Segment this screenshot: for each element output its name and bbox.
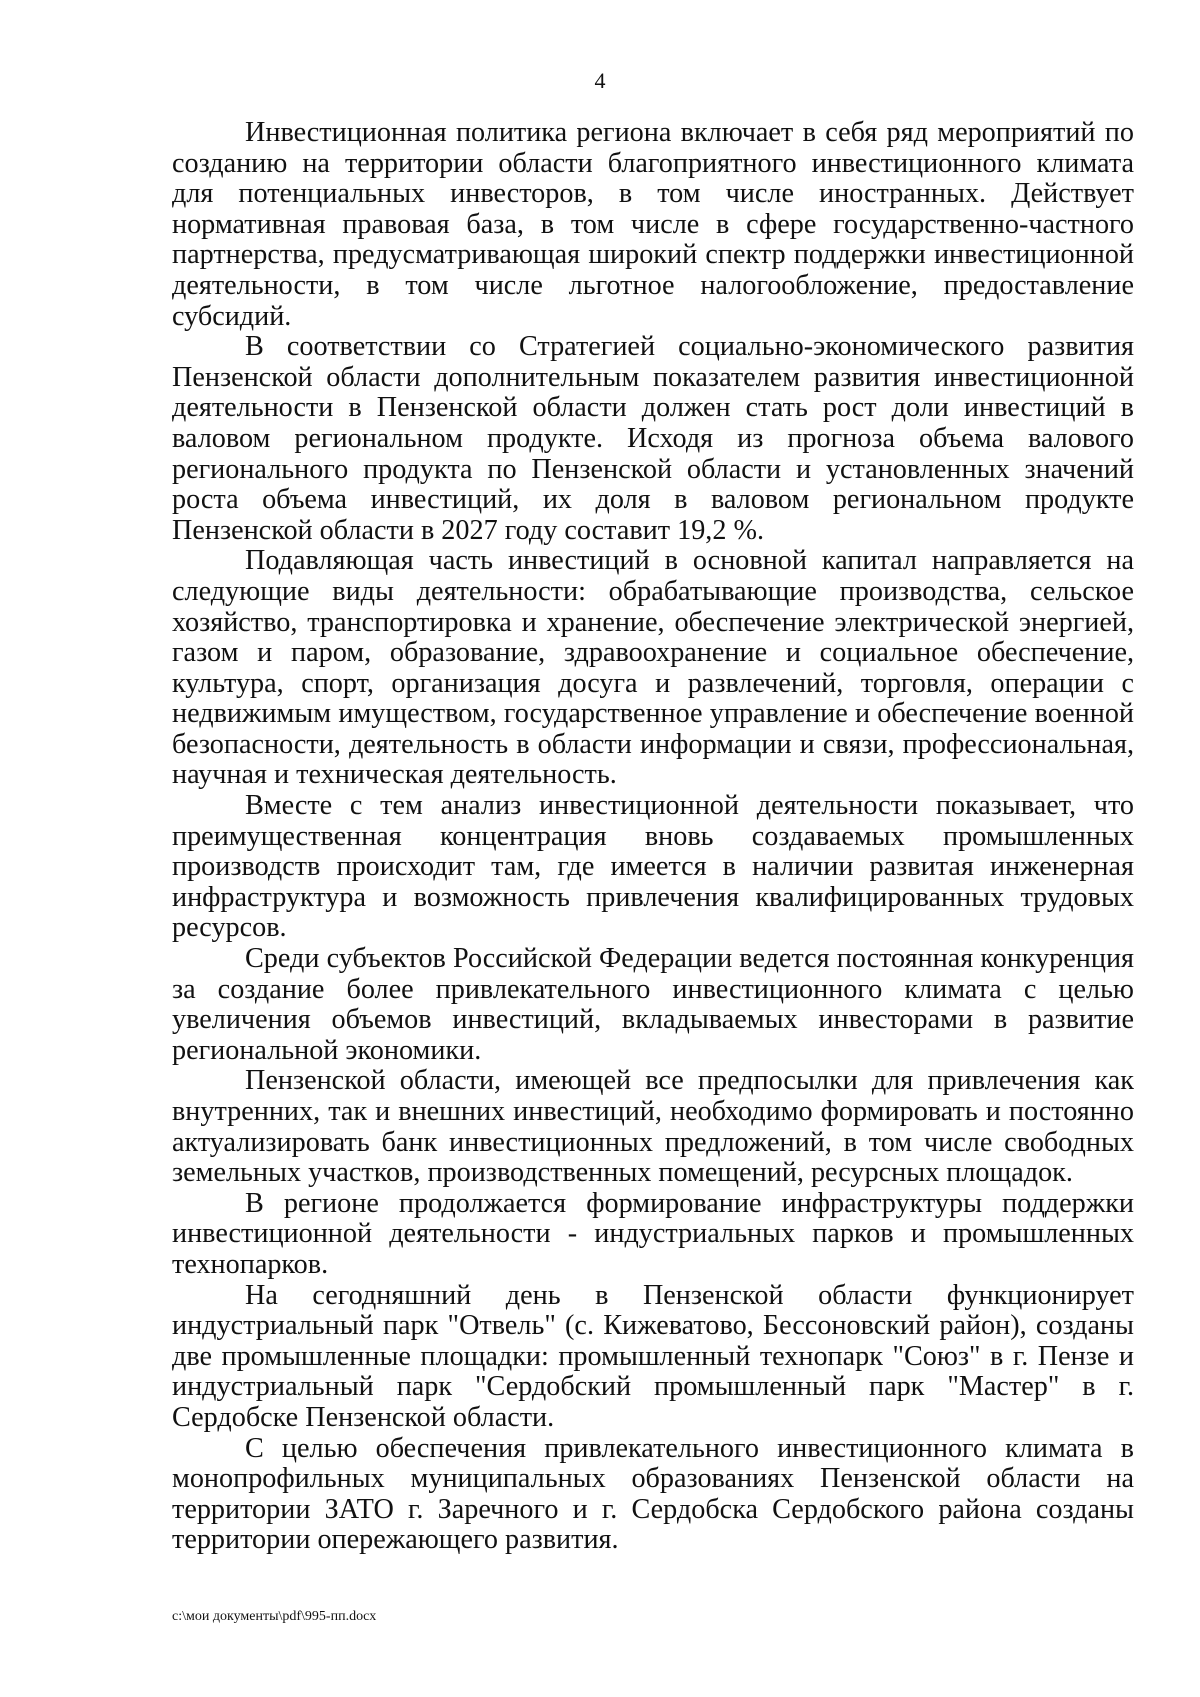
- paragraph-investment-bank: Пензенской области, имеющей все предпосылки для привлечения как внутренних, так и внешних инвестиций, необходимо формировать и постоянно актуализировать банк инвестиционных предложений, в том числе свободных земельных участков, производственных помещений, ресурсных площадок.: [172, 1065, 1134, 1189]
- paragraph-analysis: Вместе с тем анализ инвестиционной деятельности показывает, что преимущественная концентрация вновь создаваемых промышленных производств происходит там, где имеется в наличии развитая инженерная инфраструктура и возможность привлечения квалифицированных трудовых ресурсов.: [172, 790, 1134, 944]
- paragraph-advanced-development: С целью обеспечения привлекательного инвестиционного климата в монопрофильных муниципальных образованиях Пензенской области на территории ЗАТО г. Заречного и г. Сердобска Сердобского района созданы территории опережающего развития.: [172, 1432, 1134, 1556]
- document-body: [172, 118, 1134, 1556]
- paragraph-strategy: В соответствии со Стратегией социально-экономического развития Пензенской области дополнительным показателем развития инвестиционной деятельности в Пензенской области должен стать рост доли инвестиций в валовом региональном продукте. Исходя из прогноза объема валового регионального продукта по Пензенской области и установленных значений роста объема инвестиций, их доля в валовом региональном продукте Пензенской области в 2027 году составит 19,2 %.: [172, 331, 1134, 546]
- paragraph-infrastructure: В регионе продолжается формирование инфраструктуры поддержки инвестиционной деятельности - индустриальных парков и промышленных технопарков.: [172, 1187, 1134, 1280]
- paragraph-investment-policy: Инвестиционная политика региона включает в себя ряд мероприятий по созданию на территории области благоприятного инвестиционного климата для потенциальных инвесторов, в том числе иностранных. Действует нормативная правовая база, в том числе в сфере государственно-частного партнерства, предусматривающая широкий спектр поддержки инвестиционной деятельности, в том числе льготное налогообложение, предоставление субсидий.: [172, 117, 1134, 332]
- paragraph-competition: Среди субъектов Российской Федерации ведется постоянная конкуренция за создание более привлекательного инвестиционного климата с целью увеличения объемов инвестиций, вкладываемых инвесторами в развитие региональной экономики.: [172, 943, 1134, 1066]
- page-number: 4: [594, 68, 606, 93]
- paragraph-industrial-parks: На сегодняшний день в Пензенской области функционирует индустриальный парк "Отвель" (с. Кижеватово, Бессоновский район), созданы две промышленные площадки: промышленный технопарк "Союз" в г. Пензе и индустриальный парк "Сердобский промышленный парк "Мастер" в г. Сердобске Пензенской области.: [172, 1279, 1134, 1433]
- footer-file-path: c:\мои документы\pdf\995-пп.docx: [172, 1609, 377, 1624]
- paragraph-investment-sectors: Подавляющая часть инвестиций в основной капитал направляется на следующие виды деятельности: обрабатывающие производства, сельское хозяйство, транспортировка и хранение, обеспечение электрической энергией, газом и паром, образование, здравоохранение и социальное обеспечение, культура, спорт, организация досуга и развлечений, торговля, операции с недвижимым имуществом, государственное управление и обеспечение военной безопасности, деятельность в области информации и связи, профессиональная, научная и техническая деятельность.: [172, 545, 1134, 791]
